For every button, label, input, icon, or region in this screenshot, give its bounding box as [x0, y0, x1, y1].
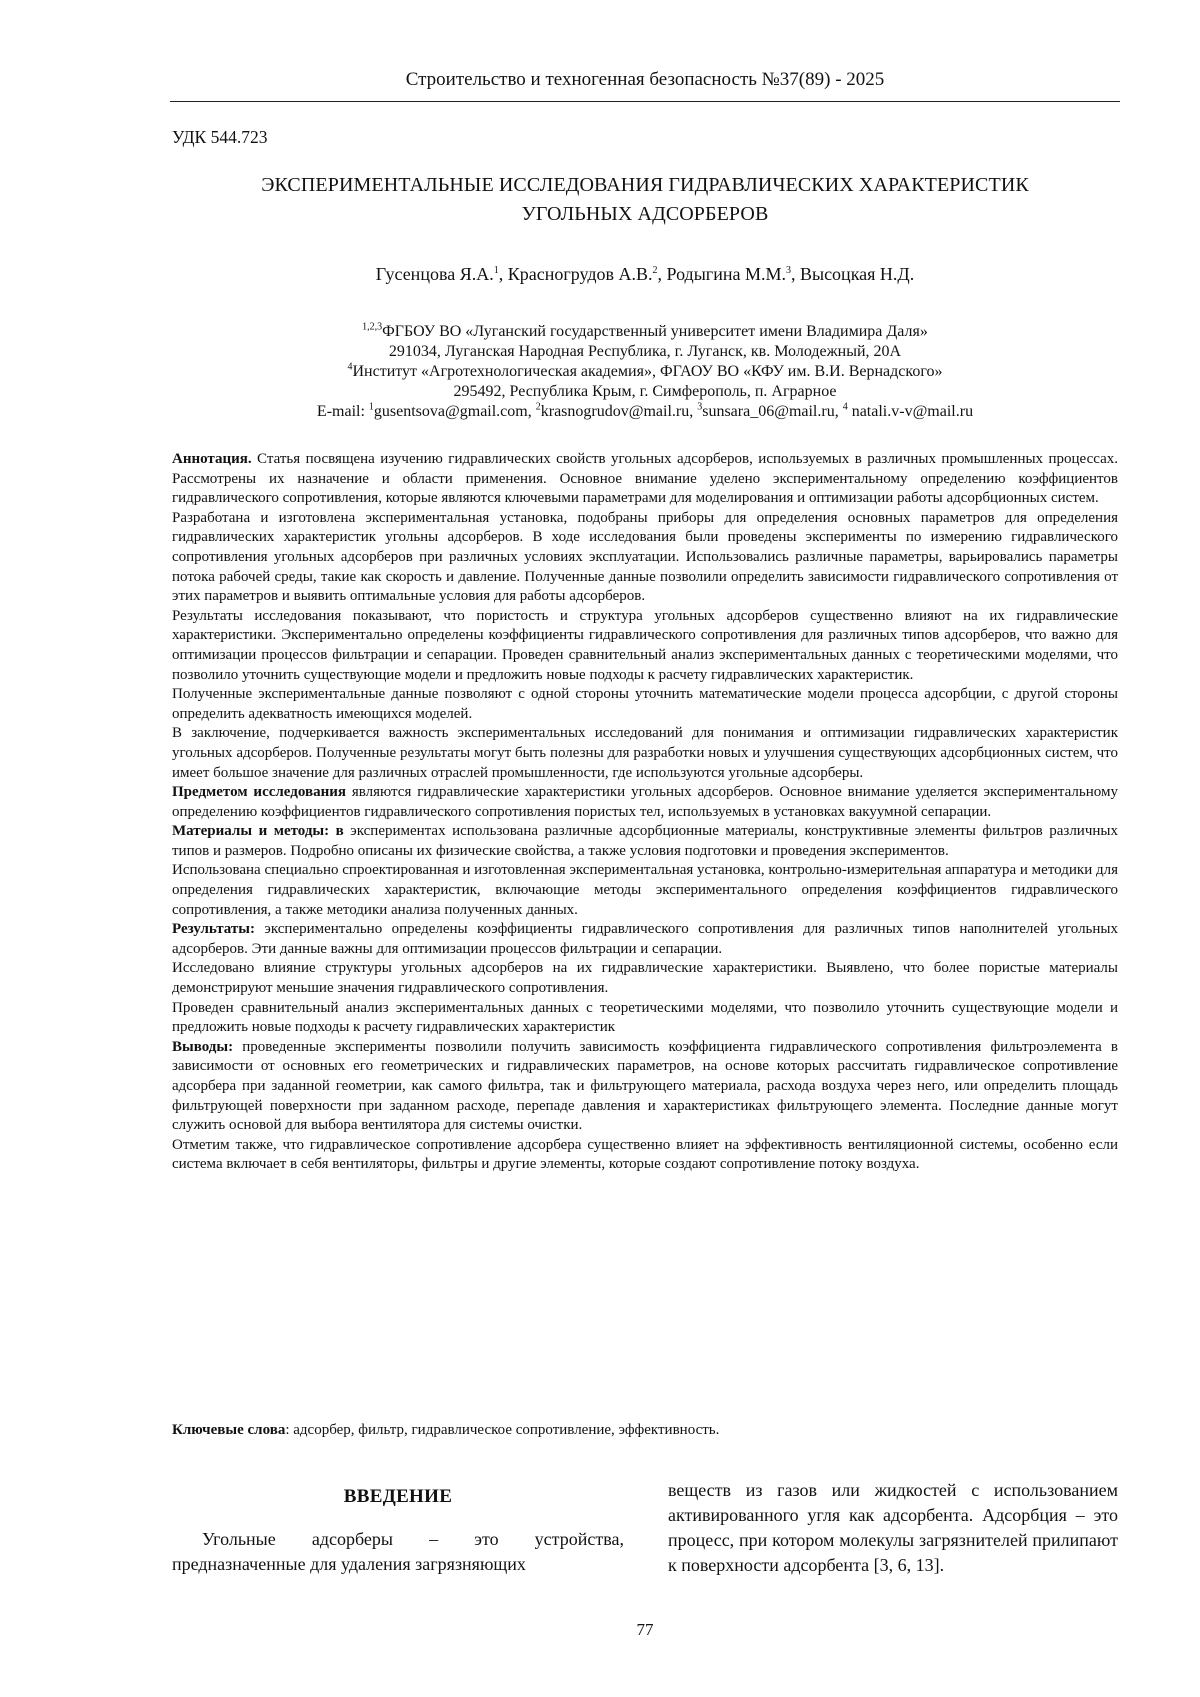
email-label: E-mail: [316, 403, 369, 420]
results-label: Результаты: [172, 921, 255, 938]
affiliation-line-2: 291034, Луганская Народная Республика, г. Луганск, кв. Молодежный, 20А [388, 343, 902, 360]
results-text: экспериментально определены коэффициенты гидравлического сопротивления для различных типов наполнителей угольных адсорберов. Эти данные важны для оптимизации процессов фильтрации и сепарации. [172, 921, 1118, 957]
conclusions-text: проведенные эксперименты позволили получить зависимость коэффициента гидравлического сопротивления фильтроэлемента в зависимости от основных его геометрических и гидравлических параметров, на основе которых рассчитать гидравлическое сопротивление адсорбера при заданной геометрии, как самого фильтра, так и фильтрующего материала, расхода воздуха через него, или определить площадь фильтрующей поверхности при заданном расходе, перепаде давления и характеристиках фильтрующего элемента. Последние данные могут служить основой для выбора вентилятора для системы очистки. [172, 1038, 1118, 1134]
keywords [172, 1420, 1118, 1440]
results-paragraph [172, 920, 1118, 959]
affiliation-line-3 [170, 362, 1120, 382]
abstract-paragraph: Отметим также, что гидравлическое сопротивление адсорбера существенно влияет на эффективность вентиляционной системы, особенно если система включает в себя вентиляторы, фильтры и другие элементы, которые создают сопротивление потоку воздуха. [172, 1136, 1118, 1173]
affiliation-3-text: Институт «Агротехнологическая академия», ФГАОУ ВО «КФУ им. В.И. Вернадского» [352, 363, 943, 380]
author-3: , Родыгина М.М. [657, 264, 786, 284]
email-4-sup: 4 [842, 401, 848, 413]
title-line-2: УГОЛЬНЫХ АДСОРБЕРОВ [521, 203, 769, 225]
abstract [172, 450, 1118, 1175]
affiliations [170, 322, 1120, 422]
title-line-1: ЭКСПЕРИМЕНТАЛЬНЫЕ ИССЛЕДОВАНИЯ ГИДРАВЛИЧЕСКИХ ХАРАКТЕРИСТИК [261, 174, 1029, 196]
email-1[interactable]: gusentsova@gmail.com, [373, 403, 536, 420]
email-3-sup: 3 [697, 401, 703, 413]
abstract-paragraph: В заключение, подчеркивается важность экспериментальных исследований для понимания и оптимизации гидравлических характеристик угольных адсорберов. Полученные результаты могут быть полезны для разработки новых и улучшения существующих адсорбционных систем, что имеет большое значение для различных отраслей промышленности, где используются угольные адсорберы. [172, 725, 1118, 781]
affiliation-line-4: 295492, Республика Крым, г. Симферополь, п. Аграрное [453, 383, 837, 400]
udk-code: УДК 544.723 [172, 127, 268, 147]
abstract-paragraph: Исследовано влияние структуры угольных адсорберов на их гидравлические характеристики. Выявлено, что более пористые материалы демонстрируют меньшие значения гидравлического сопротивления. [172, 960, 1118, 997]
right-column [668, 1478, 1118, 1578]
methods-text: экспериментах использована различные адсорбционные материалы, конструктивные элементы фильтров различных типов и размеров. Подробно описаны их физические свойства, а также условия подготовки и проведения экспериментов. [172, 823, 1118, 859]
author-2-sup: 2 [652, 265, 658, 276]
keywords-text: : адсорбер, фильтр, гидравлическое сопротивление, эффективность. [285, 1422, 720, 1438]
section-heading: ВВЕДЕНИЕ [343, 1486, 453, 1507]
author-4: , Высоцкая Н.Д. [790, 264, 915, 284]
abstract-label: Аннотация. [172, 451, 252, 467]
subject-label: Предметом исследования [172, 784, 346, 801]
abstract-paragraph: Результаты исследования показывают, что пористость и структура угольных адсорберов существенно влияют на их гидравлические характеристики. Экспериментально определены коэффициенты гидравлического сопротивления для различных типов адсорберов, что важно для оптимизации процессов фильтрации и сепарации. Проведен сравнительный анализ экспериментальных данных с теоретическими моделями, что позволило уточнить существующие модели и предложить новые подходы к расчету гидравлических характеристик. [172, 607, 1118, 683]
abstract-text: Статья посвящена изучению гидравлических свойств угольных адсорберов, используемых в различных промышленных процессах. Рассмотрены их назначение и области применения. Основное внимание уделено экспериментальному определению коэффициентов гидравлического сопротивления, которые являются ключевыми параметрами для моделирования и оптимизации работы адсорбционных систем. [172, 451, 1118, 507]
email-2[interactable]: krasnogrudov@mail.ru, [540, 403, 698, 420]
abstract-paragraph: Проведен сравнительный анализ экспериментальных данных с теоретическими моделями, что позволило уточнить существующие модели и предложить новые подходы к расчету гидравлических характеристик [172, 999, 1118, 1036]
methods-paragraph [172, 822, 1118, 861]
intro-paragraph-right: веществ из газов или жидкостей с использованием активированного угля как адсорбента. Адсорбция – это процесс, при котором молекулы загрязнителей прилипают к поверхности адсорбента [3, 6, 13]. [668, 1480, 1118, 1575]
methods-label: Материалы и методы: в [172, 823, 344, 840]
email-3[interactable]: sunsara_06@mail.ru, [702, 403, 843, 420]
email-line [170, 402, 1120, 422]
intro-paragraph-left: Угольные адсорберы – это устройства, предназначенные для удаления загрязняющих [172, 1529, 624, 1574]
affiliation-1-text: ФГБОУ ВО «Луганский государственный университет имени Владимира Даля» [382, 323, 928, 340]
keywords-label: Ключевые слова [172, 1422, 286, 1438]
header-rule [170, 101, 1120, 102]
article-title [170, 171, 1120, 229]
page-number: 77 [636, 1620, 654, 1639]
conclusions-label: Выводы: [172, 1038, 234, 1055]
author-1: Гусенцова Я.А. [375, 264, 494, 284]
email-4[interactable]: natali.v-v@mail.ru [847, 403, 974, 420]
abstract-paragraph [172, 450, 1118, 509]
abstract-paragraph: Разработана и изготовлена экспериментальная установка, подобраны приборы для определения основных параметров для определения гидравлических характеристик угольны адсорберов. В ходе исследования были проведены эксперименты по измерению гидравлического сопротивления угольных адсорберов при различных условиях эксплуатации. Использовались различные параметры, варьировались параметры потока рабочей среды, такие как скорость и давление. Полученные данные позволили определить зависимости гидравлического сопротивления от этих параметров и выявить оптимальные условия для работы адсорберов. [172, 509, 1118, 605]
running-header: Строительство и техногенная безопасность №37(89) - 2025 [405, 69, 885, 90]
affiliation-line-1 [170, 322, 1120, 342]
author-3-sup: 3 [785, 265, 791, 276]
author-2: , Красногрудов А.В. [498, 264, 653, 284]
left-column [172, 1484, 624, 1577]
email-2-sup: 2 [535, 401, 541, 413]
author-1-sup: 1 [493, 265, 499, 276]
subject-paragraph [172, 783, 1118, 822]
abstract-paragraph: Полученные экспериментальные данные позволяют с одной стороны уточнить математические модели процесса адсорбции, с другой стороны определить адекватность имеющихся моделей. [172, 686, 1118, 722]
author-list [170, 262, 1120, 286]
conclusions-paragraph [172, 1038, 1118, 1136]
subject-text: являются гидравлические характеристики угольных адсорберов. Основное внимание уделяется экспериментальному определению коэффициентов гидравлического сопротивления пористых тел, используемых в установках вакуумной сепарации. [172, 784, 1118, 820]
affiliation-3-sup: 4 [347, 361, 353, 373]
affiliation-1-sup: 1,2,3 [362, 321, 383, 333]
abstract-paragraph: Использована специально спроектированная и изготовленная экспериментальная установка, контрольно-измерительная аппаратура и методики для определения гидравлических характеристик, включающие методы экспериментального определения коэффициентов гидравлического сопротивления, а также методики анализа полученных данных. [172, 862, 1118, 918]
email-1-sup: 1 [368, 401, 374, 413]
